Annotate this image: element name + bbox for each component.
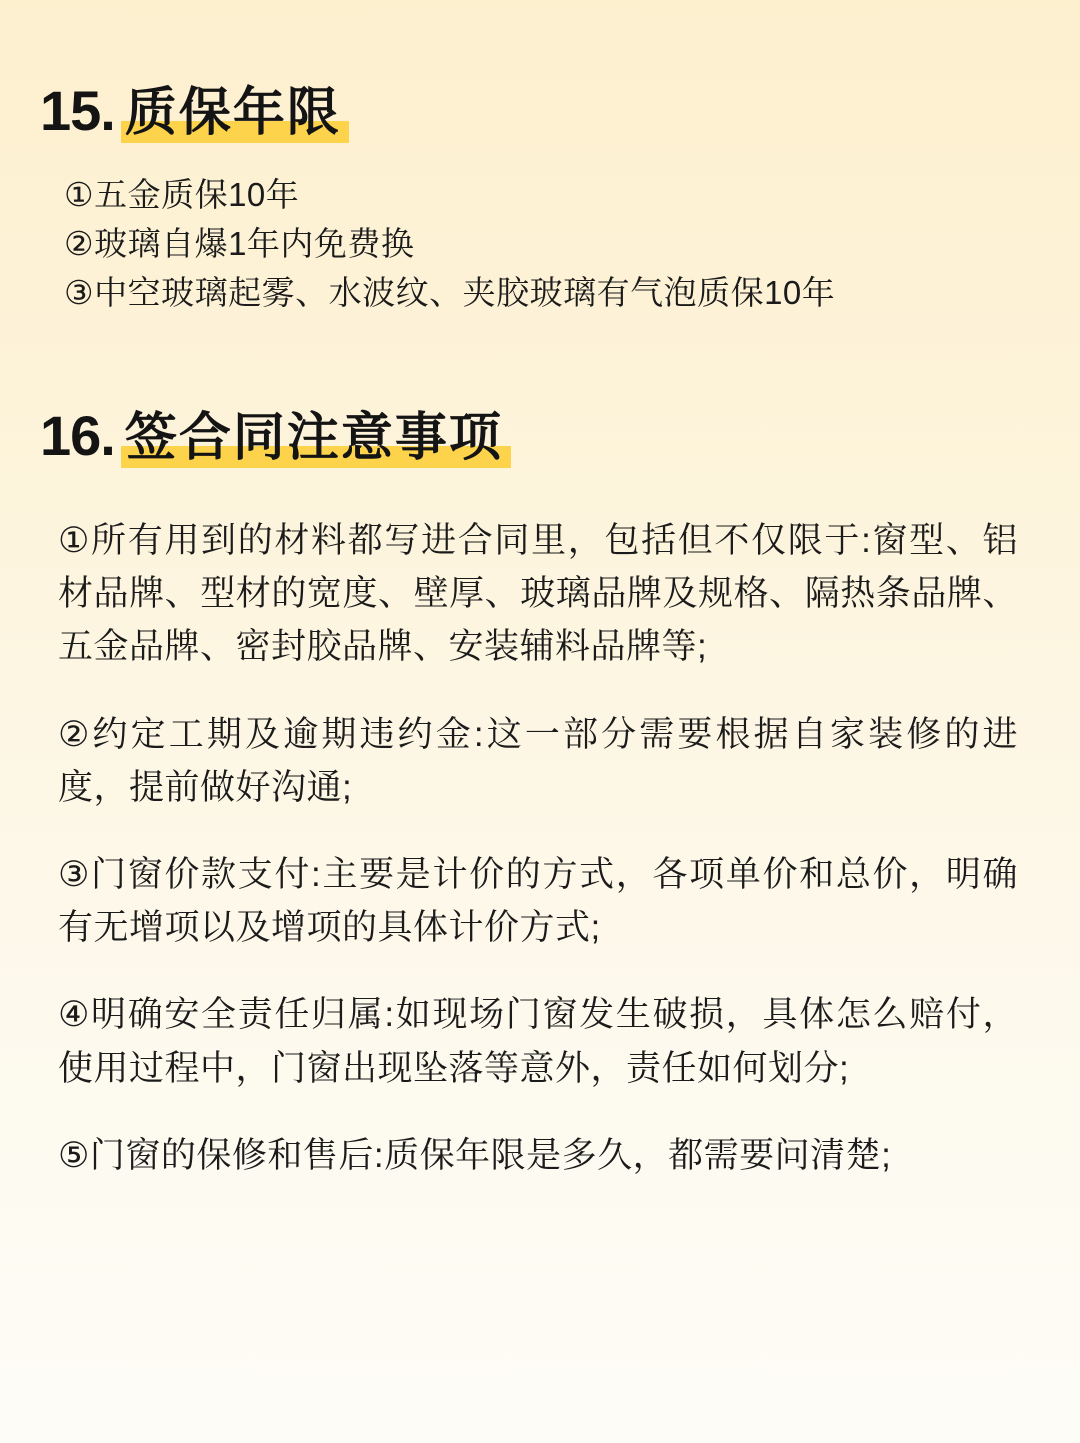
list-item: ③中空玻璃起雾、水波纹、夹胶玻璃有气泡质保10年 (64, 273, 836, 311)
section-item-list (40, 514, 1040, 1182)
section-title-wrapper (125, 395, 503, 470)
section-title: 质保年限 (124, 84, 341, 142)
section-item-list (40, 171, 1040, 317)
section-title: 签合同注意事项 (124, 409, 503, 467)
section-contract-notes (40, 395, 1040, 1182)
list-item: ②玻璃自爆1年内免费换 (64, 224, 415, 262)
section-warranty-period (40, 70, 1040, 317)
section-heading (40, 70, 1040, 145)
section-heading (40, 395, 1040, 470)
section-number: 15. (40, 79, 115, 142)
list-item: ⑤门窗的保修和售后:质保年限是多久，都需要问清楚; (58, 1135, 892, 1175)
list-item: ③门窗价款支付:主要是计价的方式，各项单价和总价，明确有无增项以及增项的具体计价方式; (58, 854, 1018, 948)
list-item: ②约定工期及逾期违约金:这一部分需要根据自家装修的进度，提前做好沟通; (58, 714, 1018, 807)
section-number: 16. (40, 404, 115, 467)
list-item: ①所有用到的材料都写进合同里，包括但不仅限于:窗型、铝材品牌、型材的宽度、壁厚、玻璃品牌及规格、隔热条品牌、五金品牌、密封胶品牌、安装辅料品牌等; (58, 521, 1018, 667)
list-item: ④明确安全责任归属:如现场门窗发生破损，具体怎么赔付，使用过程中，门窗出现坠落等意外，责任如何划分; (58, 995, 1018, 1088)
list-item: ①五金质保10年 (64, 176, 300, 213)
section-title-wrapper (125, 70, 341, 145)
